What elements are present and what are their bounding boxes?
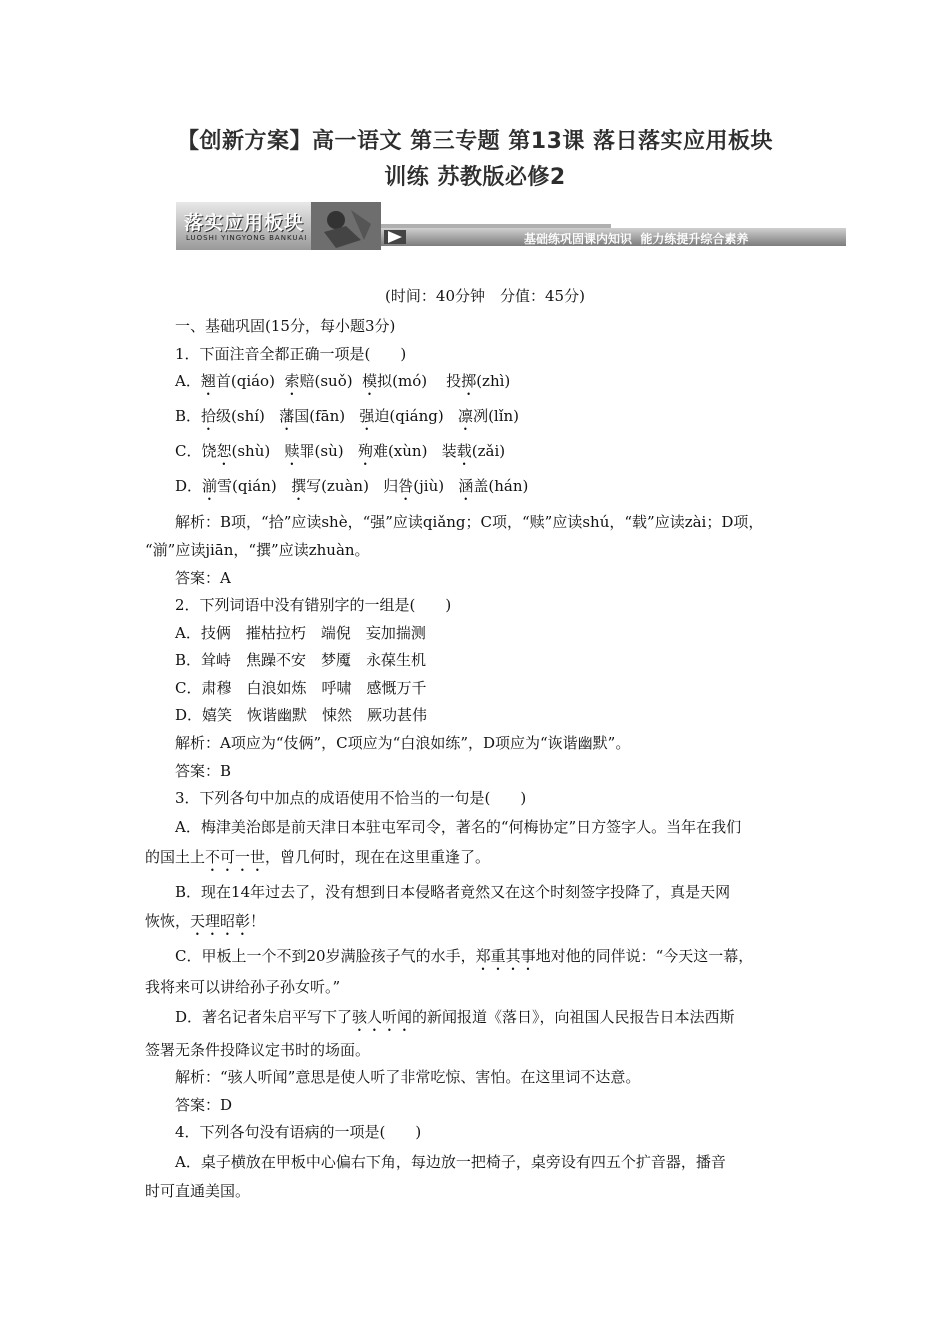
exam-meta: (时间：40分钟 分值：45分)	[385, 287, 585, 305]
q3-analysis: 解析：“骇人听闻”意思是使人听了非常吃惊、害怕。在这里词不达意。	[175, 1068, 641, 1086]
q2-option-b: B．耸峙 焦躁不安 梦魇 永葆生机	[175, 651, 427, 669]
banner-left-pinyin: LUOSHI YINGYONG BANKUAI	[186, 234, 308, 242]
banner-left-title: 落实应用板块	[184, 212, 305, 234]
q3-option-c-line1: C．甲板上一个不到20岁满脸孩子气的水手，郑重其事地对他的同伴说：“今天这一幕，	[175, 947, 754, 965]
q3-option-b-line2: 恢恢，天理昭彰！	[145, 912, 266, 930]
q3-option-b-line1: B．现在14年过去了，没有想到日本侵略者竟然又在这个时刻签字投降了，真是天网	[175, 883, 731, 901]
q3-option-d-line1: D．著名记者朱启平写下了骇人听闻的新闻报道《落日》，向祖国人民报告日本法西斯	[175, 1008, 735, 1026]
q2-option-d: D．嬉笑 恢谐幽默 悚然 厥功甚伟	[175, 706, 428, 724]
q4-option-a-line2: 时可直通美国。	[145, 1182, 251, 1200]
q3-option-a-line2: 的国土上不可一世，曾几何时，现在在这里重逢了。	[145, 848, 491, 866]
q2-answer: 答案：B	[175, 762, 232, 780]
q1-option-b: B．拾级(shí) 藩国(fān) 强迫(qiáng) 凛冽(lǐn)	[175, 407, 520, 425]
q2-analysis: 解析：A项应为“伎俩”，C项应为“白浪如练”，D项应为“诙谐幽默”。	[175, 734, 631, 752]
q3-stem: 3．下列各句中加点的成语使用不恰当的一句是( )	[175, 789, 527, 807]
q4-stem: 4．下列各句没有语病的一项是( )	[175, 1123, 422, 1141]
q1-stem: 1．下面注音全都正确一项是( )	[175, 345, 407, 363]
q2-option-c: C．肃穆 白浪如炼 呼啸 感慨万千	[175, 679, 427, 697]
q1-analysis-line1: 解析：B项，“拾”应读shè，“强”应读qiǎng；C项，“赎”应读shú，“载”应读zài；D项，	[175, 513, 764, 531]
q3-answer: 答案：D	[175, 1096, 233, 1114]
section-heading: 一、基础巩固(15分，每小题3分)	[175, 317, 396, 335]
q1-option-d: D．湔雪(qián) 撰写(zuàn) 归咎(jiù) 涵盖(hán)	[175, 477, 529, 495]
q2-stem: 2．下列词语中没有错别字的一组是( )	[175, 596, 452, 614]
q2-option-a: A．技俩 摧枯拉朽 端倪 妄加揣测	[175, 624, 426, 642]
doc-title-line1: 【创新方案】高一语文 第三专题 第13课 落日落实应用板块	[176, 129, 774, 154]
q1-option-a: A．翘首(qiáo) 索赔(suǒ) 模拟(mó) 投掷(zhì)	[175, 372, 511, 390]
q3-option-d-line2: 签署无条件投降议定书时的场面。	[145, 1041, 371, 1059]
doc-title-line2: 训练 苏教版必修2	[384, 165, 566, 190]
q3-option-c-line2: 我将来可以讲给孙子孙女听。”	[145, 978, 341, 996]
banner-right-text: 基础练巩固课内知识 能力练提升综合素养	[524, 232, 749, 246]
section-banner	[176, 200, 846, 252]
q4-option-a-line1: A．桌子横放在甲板中心偏右下角，每边放一把椅子，桌旁设有四五个扩音器，播音	[175, 1153, 726, 1171]
q1-option-c: C．饶恕(shù) 赎罪(sù) 殉难(xùn) 装载(zǎi)	[175, 442, 506, 460]
q3-option-a-line1: A．梅津美治郎是前天津日本驻屯军司令，著名的“何梅协定”日方签字人。当年在我们	[175, 818, 742, 836]
q1-answer: 答案：A	[175, 569, 231, 587]
q1-analysis-line2: “湔”应读jiān，“撰”应读zhuàn。	[145, 541, 370, 559]
